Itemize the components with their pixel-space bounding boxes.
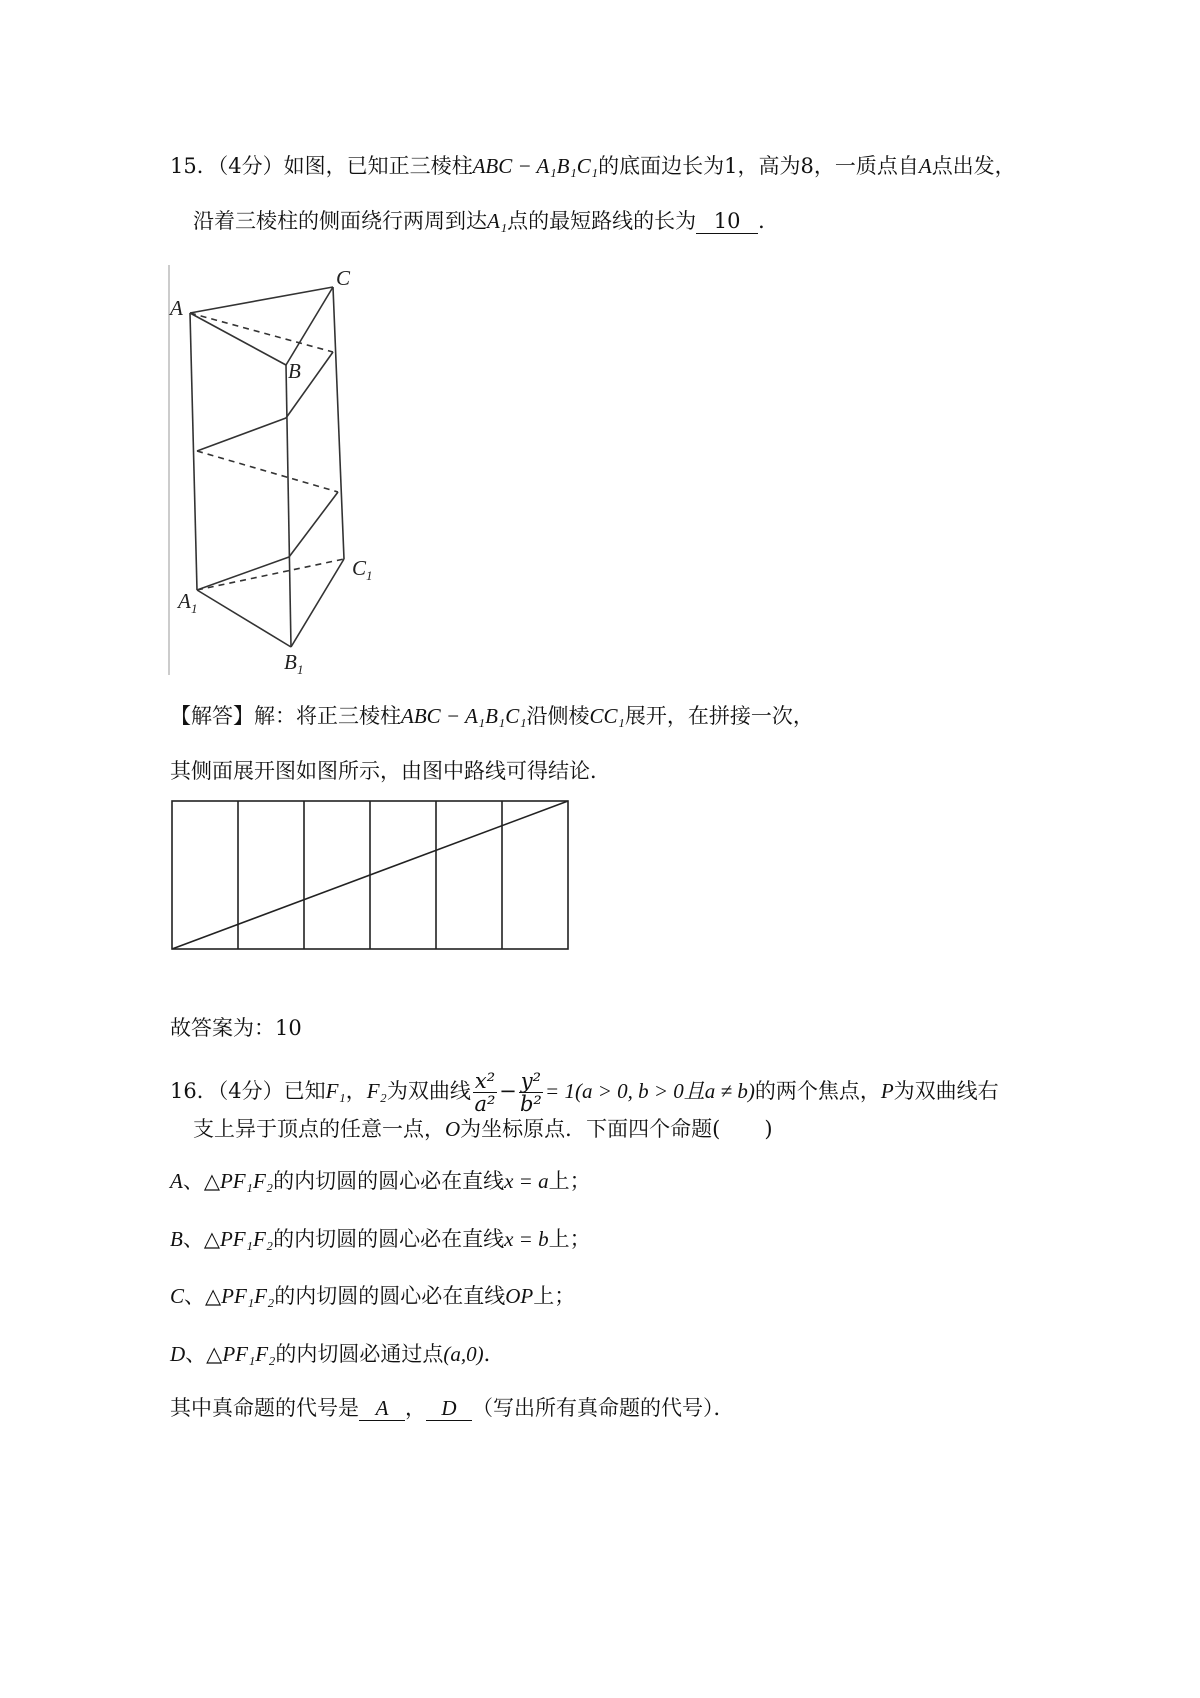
solution-line1-a: 【解答】解：将正三棱柱 (170, 704, 401, 728)
q16-answer-a: 其中真命题的代号是 (170, 1396, 359, 1420)
option-a: A、△PF₁F₂的内切圆的圆心必在直线x = a上； (170, 1169, 591, 1193)
label-b: B (288, 359, 301, 383)
option-c: C、△PF₁F₂的内切圆的圆心必在直线OP上； (170, 1284, 576, 1308)
solution-final: 故答案为：10 (170, 1016, 302, 1040)
q15-mid: 的底面边长为1，高为8，一质点自 (598, 154, 919, 178)
q15-point-a: A (918, 154, 932, 178)
solution-prism-expr: ABC − A₁B₁C₁ (401, 704, 527, 728)
q15-answer: 10 (696, 209, 758, 234)
option-b: B、△PF₁F₂的内切圆的圆心必在直线x = b上； (170, 1227, 591, 1251)
option-d: D、△PF₁F₂的内切圆必通过点(a,0)． (170, 1342, 505, 1366)
hyperbola-frac-x: $\frac{\text{x²}}{\text{a²}}$ (474, 1069, 496, 1116)
q16-o: O (445, 1117, 461, 1141)
q16-condition: = 1(a > 0, b > 0且a ≠ b) (545, 1079, 755, 1103)
q16-comma: ， (405, 1396, 426, 1420)
q16-p: P (880, 1079, 894, 1103)
solution-line1-b: 沿侧棱 (526, 704, 590, 728)
q16-tail-b: 为双曲线右 (893, 1079, 999, 1103)
q15-tail: 点出发， (931, 154, 1016, 178)
q15-line2 (193, 206, 779, 236)
label-a1-sub: 1 (191, 601, 198, 616)
prism-figure (160, 255, 400, 685)
q15-line2-b: 点的最短路线的长为 (507, 209, 697, 233)
solution-line1 (170, 701, 814, 731)
label-c1-sub: 1 (366, 568, 373, 583)
label-c1: C (352, 556, 367, 580)
q16-tail-a: 的两个焦点， (754, 1079, 881, 1103)
solution-edge: CC₁ (589, 704, 625, 728)
q16-minus: − (499, 1079, 517, 1103)
q15-point-a1: A₁ (487, 209, 508, 233)
q16-line2-c: ) (764, 1117, 773, 1141)
q16-answer-b: （写出所有真命题的代号）． (472, 1396, 735, 1420)
q16-f2: F₂ (366, 1079, 387, 1103)
q16-answer-2: D (426, 1396, 472, 1421)
q16-line2-a: 支上异于顶点的任意一点， (193, 1117, 445, 1141)
label-b1-sub: 1 (297, 662, 304, 677)
q15-head: 15．（4分）如图，已知正三棱柱 (170, 154, 473, 178)
solution-line2: 其侧面展开图如图所示，由图中路线可得结论． (170, 759, 611, 783)
hyperbola-frac-y: $\frac{\text{y²}}{\text{b²}}$ (519, 1069, 542, 1116)
label-c: C (336, 266, 351, 290)
q15-line2-end: ． (758, 209, 780, 233)
q16-mid: 为双曲线 (386, 1079, 471, 1103)
q16-head: 16．（4分）已知 (170, 1079, 326, 1103)
q16-line2 (193, 1114, 773, 1144)
label-b1: B (284, 650, 297, 674)
label-a1: A (178, 589, 191, 613)
q16-f1: F₁ (325, 1079, 346, 1103)
q15-line1 (170, 151, 1016, 181)
q15-prism-expr: ABC − A₁B₁C₁ (472, 154, 599, 178)
q16-line2-b: 为坐标原点．下面四个命题( (460, 1117, 721, 1141)
q16-answer-line (170, 1393, 735, 1423)
unfolded-figure (170, 798, 572, 954)
q16-sep: ， (345, 1079, 367, 1103)
q16-answer-1: A (359, 1396, 405, 1421)
label-a: A (170, 296, 183, 320)
q16-line1 (170, 1066, 999, 1116)
q15-line2-a: 沿着三棱柱的侧面绕行两周到达 (193, 209, 487, 233)
solution-line1-c: 展开，在拼接一次， (624, 704, 814, 728)
